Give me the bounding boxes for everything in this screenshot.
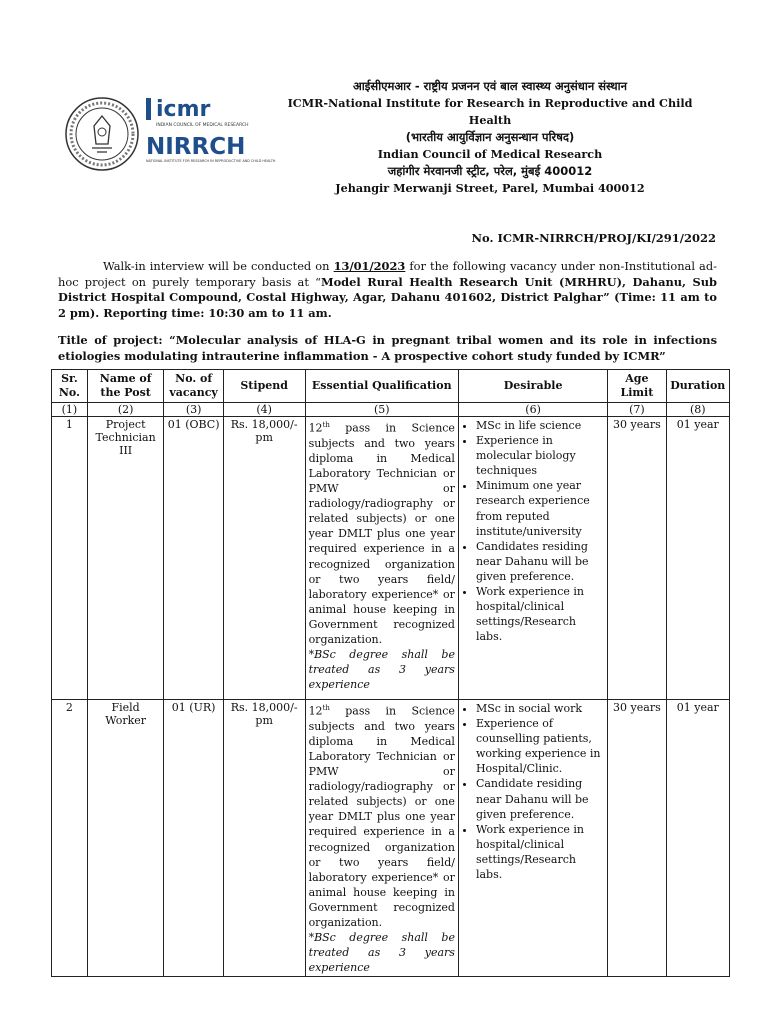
list-item: • MSc in social work	[476, 701, 604, 716]
reference-number: No. ICMR-NIRRCH/PROJ/KI/291/2022	[471, 231, 716, 245]
age-limit: 30 years	[608, 417, 666, 700]
icmr-seal-icon	[64, 96, 140, 172]
header-post: Name of the Post	[87, 370, 164, 403]
list-item: • Experience in molecular biology techniques	[476, 433, 604, 478]
table-row	[52, 417, 730, 700]
list-item: • Candidate residing near Dahanu will be given preference.	[476, 776, 604, 821]
logo-nirrch-sub: NATIONAL INSTITUTE FOR RESEARCH IN REPRODUCTIVE AND CHILD HEALTH	[146, 159, 276, 163]
qualification-note: *BSc degree shall be treated as 3 years experience	[308, 648, 455, 692]
header-stipend: Stipend	[223, 370, 305, 403]
qualification-note: *BSc degree shall be treated as 3 years experience	[308, 931, 455, 975]
column-number-row: (1) (2) (3) (4) (5) (6) (7) (8)	[52, 403, 730, 417]
hindi-council-name: (भारतीय आयुर्विज्ञान अनुसन्धान परिषद)	[405, 130, 575, 144]
english-institute-name: ICMR-National Institute for Research in Reproductive and Child Health	[287, 96, 693, 127]
essential-qualification: 12th pass in Science subjects and two years diploma in Medical Laboratory Technician or PMW or radiology/radiography or related subjects) or one year DMLT plus one year required experience in a recognized organization or two years field/ laboratory experience* or animal house keeping in Government recognized organization. *BSc degree shall be treated as 3 years experience	[305, 417, 458, 700]
list-item: • Work experience in hospital/clinical settings/Research labs.	[476, 822, 604, 882]
vacancy-count: 01 (UR)	[164, 700, 223, 977]
english-council-name: Indian Council of Medical Research	[377, 147, 603, 161]
list-item: • Experience of counselling patients, working experience in Hospital/Clinic.	[476, 716, 604, 776]
header-vacancy: No. of vacancy	[164, 370, 223, 403]
stipend: Rs. 18,000/- pm	[223, 417, 305, 700]
duration: 01 year	[666, 417, 729, 700]
venue-text: Model Rural Health Research Unit (MRHRU), Dahanu, Sub District Hospital Compound, Costal Highway, Agar, Dahanu 401602, District Palghar” (Time: 11 am to 2 pm). Reporting time: 10:30 am to 11 am.	[58, 274, 718, 320]
project-title: Title of project: “Molecular analysis of HLA-G in pregnant tribal women and its role in infections etiologies modulating intrauterine inflammation - A prospective cohort study funded by ICMR”	[58, 333, 717, 363]
header-qualification: Essential Qualification	[305, 370, 458, 403]
header-age-limit: Age Limit	[608, 370, 666, 403]
age-limit: 30 years	[608, 700, 666, 977]
post-name: Project Technician III	[87, 417, 164, 700]
list-item: • MSc in life science	[476, 418, 604, 433]
sr-no: 1	[52, 417, 88, 700]
hindi-institute-name: आईसीएमआर - राष्ट्रीय प्रजनन एवं बाल स्वास्थ्य अनुसंधान संस्थान	[353, 79, 627, 93]
sr-no: 2	[52, 700, 88, 977]
list-item: • Work experience in hospital/clinical settings/Research labs.	[476, 584, 604, 644]
interview-date: 13/01/2023	[333, 259, 406, 273]
header-duration: Duration	[666, 370, 729, 403]
table-row	[52, 700, 730, 977]
hindi-address: जहांगीर मेरवानजी स्ट्रीट, परेल, मुंबई 400012	[387, 164, 593, 178]
english-address: Jehangir Merwanji Street, Parel, Mumbai 400012	[335, 181, 645, 195]
desirable	[458, 700, 607, 977]
list-item: • Minimum one year research experience from reputed institute/university	[476, 478, 604, 538]
logo-icmr-sub: INDIAN COUNCIL OF MEDICAL RESEARCH	[156, 123, 249, 128]
logo-icmr-text: icmr	[156, 97, 211, 122]
institute-heading	[275, 78, 705, 197]
table-header-row	[52, 370, 730, 403]
desirable	[458, 417, 607, 700]
post-name: Field Worker	[87, 700, 164, 977]
intro-paragraph: Walk-in interview will be conducted on 13/01/2023 for the following vacancy under non-Institutional ad-hoc project on purely temporary basis at “Model Rural Health Research Unit (MRHRU), Dahanu, Sub District Hospital Compound, Costal Highway, Agar, Dahanu 401602, District Palghar” (Time: 11 am to 2 pm). Reporting time: 10:30 am to 11 am.	[58, 259, 718, 320]
logo-nirrch-text: NIRRCH	[146, 134, 246, 160]
essential-qualification: 12th pass in Science subjects and two years diploma in Medical Laboratory Technician or PMW or radiology/radiography or related subjects) or one year DMLT plus one year required experience in a recognized organization or two years field/ laboratory experience* or animal house keeping in Government recognized organization. *BSc degree shall be treated as 3 years experience	[305, 700, 458, 977]
vacancy-table	[51, 369, 730, 977]
vacancy-count: 01 (OBC)	[164, 417, 223, 700]
header-sr-no: Sr. No.	[52, 370, 88, 403]
icmr-nirrch-logo	[146, 94, 276, 184]
header-desirable: Desirable	[458, 370, 607, 403]
letterhead	[60, 74, 730, 204]
stipend: Rs. 18,000/- pm	[223, 700, 305, 977]
duration: 01 year	[666, 700, 729, 977]
list-item: • Candidates residing near Dahanu will be given preference.	[476, 539, 604, 584]
